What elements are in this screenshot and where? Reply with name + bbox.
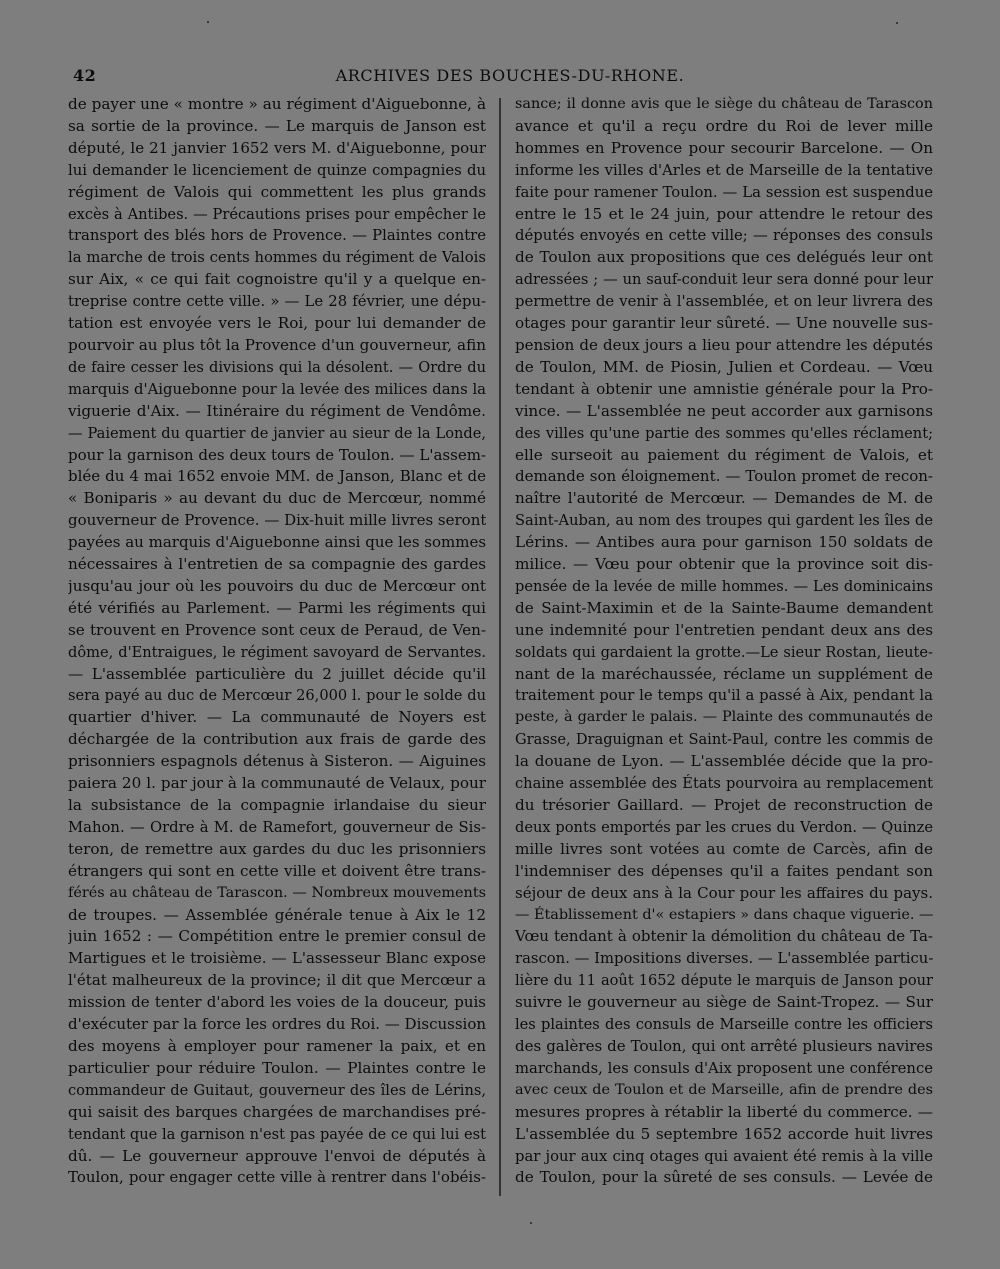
text-line: du trésorier Gaillard. — Projet de reconstruction de bbox=[515, 796, 933, 814]
text-line: demande son éloignement. — Toulon promet de recon- bbox=[515, 467, 933, 486]
text-line: lière du 11 août 1652 députe le marquis de Janson pour bbox=[515, 972, 933, 990]
text-line: la subsistance de la compagnie irlandaise du sieur bbox=[68, 796, 486, 814]
text-line: hommes en Provence pour secourir Barcelone. — On bbox=[515, 138, 933, 157]
text-line: Grasse, Draguignan et Saint-Paul, contre les commis de bbox=[515, 731, 933, 749]
text-line: d'exécuter par la force les ordres du Roi. — Discussion bbox=[68, 1015, 486, 1034]
text-line: teron, de remettre aux gardes du duc les prisonniers bbox=[68, 839, 486, 858]
text-line: qui saisit des barques chargées de marchandises pré- bbox=[68, 1102, 486, 1121]
text-line: « Boniparis » au devant du duc de Mercœur, nommé bbox=[68, 489, 486, 508]
text-line: dôme, d'Entraigues, le régiment savoyard de Servantes. bbox=[68, 643, 486, 661]
text-line: déchargée de la contribution aux frais de garde des bbox=[68, 730, 486, 749]
text-line: naître l'autorité de Mercœur. — Demandes de M. de bbox=[515, 489, 933, 508]
text-line: nant de la maréchaussée, réclame un supplément de bbox=[515, 664, 933, 683]
text-line: mille livres sont votées au comte de Carcès, afin de bbox=[515, 839, 933, 858]
text-line: faite pour ramener Toulon. — La session est suspendue bbox=[515, 183, 933, 201]
text-line: paiera 20 l. par jour à la communauté de Velaux, pour bbox=[68, 774, 486, 793]
text-line: elle surseoit au paiement du régiment de Valois, et bbox=[515, 445, 933, 464]
scan-speck bbox=[896, 22, 898, 24]
text-line: mesures propres à rétablir la liberté du commerce. — bbox=[515, 1102, 933, 1121]
text-line: été vérifiés au Parlement. — Parmi les régiments qui bbox=[68, 598, 486, 617]
text-line: sur Aix, « ce qui fait cognoistre qu'il y a quelque en- bbox=[68, 270, 486, 289]
text-line: les plaintes des consuls de Marseille contre les officiers bbox=[515, 1016, 933, 1034]
text-line: députés envoyés en cette ville; — réponses des consuls bbox=[515, 227, 933, 245]
text-line: payées au marquis d'Aiguebonne ainsi que les sommes bbox=[68, 533, 486, 552]
text-line: de payer une « montre » au régiment d'Aiguebonne, à bbox=[68, 95, 486, 113]
text-line: quartier d'hiver. — La communauté de Noyers est bbox=[68, 708, 486, 727]
text-line: de troupes. — Assemblée générale tenue à Aix le 12 bbox=[68, 905, 486, 924]
text-line: treprise contre cette ville. » — Le 28 février, une dépu- bbox=[68, 293, 486, 311]
text-line: l'indemniser des dépenses qu'il a faites pendant son bbox=[515, 861, 933, 880]
text-line: L'assemblée du 5 septembre 1652 accorde huit livres bbox=[515, 1124, 933, 1143]
text-line: des moyens à employer pour ramener la paix, et en bbox=[68, 1036, 486, 1055]
text-line: étrangers qui sont en cette ville et doivent être trans- bbox=[68, 861, 486, 880]
running-title: ARCHIVES DES BOUCHES-DU-RHONE. bbox=[335, 66, 685, 85]
text-line: des villes qu'une partie des sommes qu'elles réclament; bbox=[515, 424, 933, 442]
text-line: tation est envoyée vers le Roi, pour lui demander de bbox=[68, 314, 486, 333]
text-line: par jour aux cinq otages qui avaient été remis à la ville bbox=[515, 1147, 933, 1165]
text-line: séjour de deux ans à la Cour pour les affaires du pays. bbox=[515, 883, 933, 902]
text-line: marquis d'Aiguebonne pour la levée des milices dans la bbox=[68, 380, 486, 398]
column-divider bbox=[499, 98, 501, 1196]
text-line: gouverneur de Provence. — Dix-huit mille livres seront bbox=[68, 511, 486, 530]
text-line: permettre de venir à l'assemblée, et on leur livrera des bbox=[515, 293, 933, 311]
text-line: de Toulon aux propositions que ces delégués leur ont bbox=[515, 248, 933, 267]
text-line: de Toulon, MM. de Piosin, Julien et Cordeau. — Vœu bbox=[515, 357, 933, 376]
text-line: mission de tenter d'abord les voies de la douceur, puis bbox=[68, 993, 486, 1012]
text-line: Toulon, pour engager cette ville à rentrer dans l'obéis- bbox=[68, 1168, 486, 1187]
text-line: peste, à garder le palais. — Plainte des communautés de bbox=[515, 709, 933, 726]
scan-speck bbox=[207, 21, 209, 23]
text-line: de faire cesser les divisions qui la désolent. — Ordre du bbox=[68, 358, 486, 376]
text-line: soldats qui gardaient la grotte.—Le sieur Rostan, lieute- bbox=[515, 643, 933, 661]
text-line: la douane de Lyon. — L'assemblée décide que la pro- bbox=[515, 752, 933, 771]
text-line: sance; il donne avis que le siège du château de Tarascon bbox=[515, 96, 933, 112]
text-line: Martigues et le troisième. — L'assesseur Blanc expose bbox=[68, 949, 486, 968]
text-line: — Paiement du quartier de janvier au sieur de la Londe, bbox=[68, 424, 486, 442]
text-line: particulier pour réduire Toulon. — Plaintes contre le bbox=[68, 1058, 486, 1077]
text-line: rascon. — Impositions diverses. — L'assemblée particu- bbox=[515, 950, 933, 968]
text-line: régiment de Valois qui commettent les plus grands bbox=[68, 182, 486, 201]
page-number: 42 bbox=[73, 66, 97, 85]
text-line: lui demander le licenciement de quinze compagnies du bbox=[68, 161, 486, 179]
text-line: dû. — Le gouverneur approuve l'envoi de députés à bbox=[68, 1146, 486, 1165]
text-line: avance et qu'il a reçu ordre du Roi de lever mille bbox=[515, 116, 933, 135]
text-line: vince. — L'assemblée ne peut accorder aux garnisons bbox=[515, 401, 933, 420]
text-line: tendant que la garnison n'est pas payée de ce qui lui est bbox=[68, 1125, 486, 1143]
text-line: de Toulon, pour la sûreté de ses consuls. — Levée de bbox=[515, 1168, 933, 1187]
text-line: sera payé au duc de Mercœur 26,000 l. pour le solde du bbox=[68, 687, 486, 705]
text-line: Lérins. — Antibes aura pour garnison 150 soldats de bbox=[515, 533, 933, 552]
text-line: Mahon. — Ordre à M. de Ramefort, gouverneur de Sis- bbox=[68, 818, 486, 836]
text-line: une indemnité pour l'entretien pendant deux ans des bbox=[515, 620, 933, 639]
text-line: juin 1652 : — Compétition entre le premier consul de bbox=[68, 927, 486, 946]
text-line: informe les villes d'Arles et de Marseille de la tentative bbox=[515, 161, 933, 179]
text-line: suivre le gouverneur au siège de Saint-Tropez. — Sur bbox=[515, 993, 933, 1012]
left-text-column bbox=[68, 94, 486, 1189]
text-line: transport des blés hors de Provence. — Plaintes contre bbox=[68, 227, 486, 245]
text-line: jusqu'au jour où les pouvoirs du duc de Mercœur ont bbox=[68, 576, 486, 595]
text-line: sa sortie de la province. — Le marquis de Janson est bbox=[68, 116, 486, 135]
text-line: tendant à obtenir une amnistie générale pour la Pro- bbox=[515, 379, 933, 398]
text-line: pourvoir au plus tôt la Provence d'un gouverneur, afin bbox=[68, 335, 486, 354]
text-line: marchands, les consuls d'Aix proposent une conférence bbox=[515, 1059, 933, 1077]
text-line: viguerie d'Aix. — Itinéraire du régiment de Vendôme. bbox=[68, 401, 486, 420]
text-line: de Saint-Maximin et de la Sainte-Baume demandent bbox=[515, 598, 933, 617]
text-line: blée du 4 mai 1652 envoie MM. de Janson, Blanc et de bbox=[68, 467, 486, 486]
text-line: otages pour garantir leur sûreté. — Une nouvelle sus- bbox=[515, 314, 933, 333]
text-line: pension de deux jours a lieu pour attendre les députés bbox=[515, 335, 933, 354]
text-line: traitement pour le temps qu'il a passé à Aix, pendant la bbox=[515, 687, 933, 705]
text-line: entre le 15 et le 24 juin, pour attendre le retour des bbox=[515, 204, 933, 223]
text-line: adressées ; — un sauf-conduit leur sera donné pour leur bbox=[515, 271, 933, 289]
text-line: se trouvent en Provence sont ceux de Peraud, de Ven- bbox=[68, 620, 486, 639]
text-line: excès à Antibes. — Précautions prises pour empêcher le bbox=[68, 205, 486, 223]
text-line: la marche de trois cents hommes du régiment de Valois bbox=[68, 249, 486, 267]
text-line: pensée de la levée de mille hommes. — Les dominicains bbox=[515, 577, 933, 595]
text-line: nécessaires à l'entretien de sa compagnie des gardes bbox=[68, 555, 486, 574]
text-line: chaine assemblée des États pourvoira au remplacement bbox=[515, 775, 933, 793]
text-line: deux ponts emportés par les crues du Verdon. — Quinze bbox=[515, 818, 933, 836]
text-line: Vœu tendant à obtenir la démolition du château de Ta- bbox=[515, 927, 933, 946]
text-line: député, le 21 janvier 1652 vers M. d'Aiguebonne, pour bbox=[68, 138, 486, 157]
text-line: avec ceux de Toulon et de Marseille, afin de prendre des bbox=[515, 1081, 933, 1098]
text-line: des galères de Toulon, qui ont arrêté plusieurs navires bbox=[515, 1036, 933, 1055]
text-line: Saint-Auban, au nom des troupes qui gardent les îles de bbox=[515, 512, 933, 530]
text-line: commandeur de Guitaut, gouverneur des îles de Lérins, bbox=[68, 1081, 486, 1099]
text-line: pour la garnison des deux tours de Toulon. — L'assem- bbox=[68, 445, 486, 464]
text-line: — L'assemblée particulière du 2 juillet décide qu'il bbox=[68, 664, 486, 683]
text-line: férés au château de Tarascon. — Nombreux mouvements bbox=[68, 884, 486, 901]
text-line: milice. — Vœu pour obtenir que la province soit dis- bbox=[515, 555, 933, 574]
page-header bbox=[0, 66, 1000, 92]
text-line: l'état malheureux de la province; il dit que Mercœur a bbox=[68, 971, 486, 990]
right-text-column bbox=[515, 94, 933, 1189]
scan-speck bbox=[530, 1222, 532, 1224]
text-line: — Établissement d'« estapiers » dans chaque viguerie. — bbox=[515, 906, 933, 923]
text-line: prisonniers espagnols détenus à Sisteron. — Aiguines bbox=[68, 752, 486, 771]
